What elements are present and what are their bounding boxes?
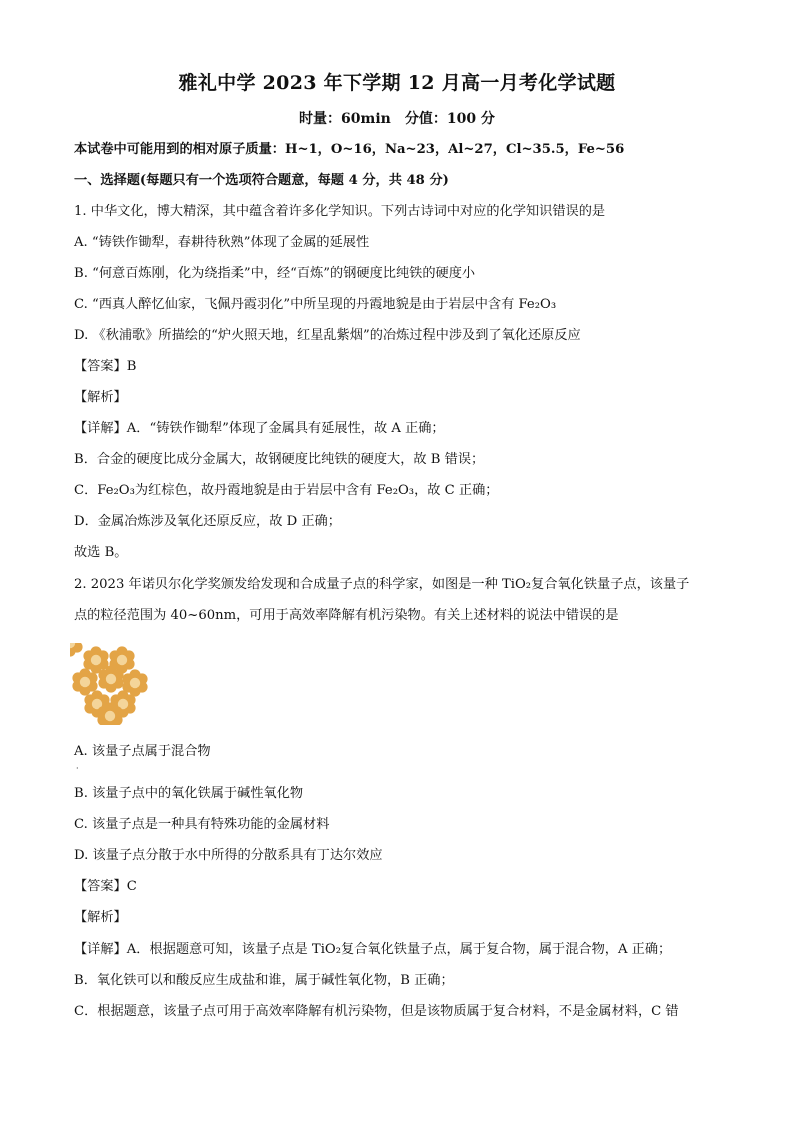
q1-answer: 【答案】B (74, 359, 137, 374)
q2-answer: 【答案】C (74, 879, 137, 894)
q1-option-a: A. “铸铁作锄犁，春耕待秋熟”体现了金属的延展性 (74, 235, 370, 250)
q2-detail-c: C．根据题意，该量子点可用于高效率降解有机污染物，但是该物质属于复合材料，不是金属材料，C 错 (74, 1004, 679, 1019)
q2-option-b: B. 该量子点中的氧化铁属于碱性氧化物 (74, 786, 304, 801)
q2-option-c: C. 该量子点是一种具有特殊功能的金属材料 (74, 817, 330, 832)
q2-detail-b: B．氧化铁可以和酸反应生成盐和谁，属于碱性氧化物，B 正确； (74, 973, 454, 988)
q1-option-c: C. “西真人醉忆仙家，飞佩丹霞羽化”中所呈现的丹霞地貌是由于岩层中含有 Fe₂O₃ (74, 297, 557, 312)
q1-option-b: B. “何意百炼刚，化为绕指柔”中，经“百炼”的钢硬度比纯铁的硬度小 (74, 266, 476, 281)
q1-detail-a: 【详解】A．“铸铁作锄犁”体现了金属具有延展性，故 A 正确； (74, 421, 445, 436)
q1-analysis-label: 【解析】 (74, 390, 127, 405)
exam-title: 雅礼中学 2023 年下学期 12 月高一月考化学试题 (178, 72, 616, 94)
q1-option-d: D. 《秋浦歌》所描绘的“炉火照天地，红星乱紫烟”的冶炼过程中涉及到了氧化还原反应 (74, 328, 581, 343)
stray-dot: · (76, 764, 79, 773)
section-heading: 一、选择题(每题只有一个选项符合题意，每题 4 分，共 48 分) (74, 173, 449, 188)
quantum-dot-image (70, 643, 152, 725)
q1-detail-c: C．Fe₂O₃为红棕色，故丹霞地貌是由于岩层中含有 Fe₂O₃，故 C 正确； (74, 483, 499, 498)
q2-stem-line1: 2. 2023 年诺贝尔化学奖颁发给发现和合成量子点的科学家，如图是一种 TiO₂复合氧化铁量子点，该量子 (74, 577, 690, 592)
q1-detail-b: B．合金的硬度比成分金属大，故钢硬度比纯铁的硬度大，故 B 错误； (74, 452, 485, 467)
atomic-mass-note: 本试卷中可能用到的相对原子质量：H~1，O~16，Na~23，Al~27，Cl~35.5，Fe~56 (74, 142, 625, 157)
q2-detail-a: 【详解】A．根据题意可知，该量子点是 TiO₂复合氧化铁量子点，属于复合物，属于混合物，A 正确； (74, 942, 672, 957)
q2-stem-line2: 点的粒径范围为 40~60nm，可用于高效率降解有机污染物。有关上述材料的说法中错误的是 (74, 608, 619, 623)
q2-analysis-label: 【解析】 (74, 910, 127, 925)
q1-conclusion: 故选 B。 (74, 545, 128, 560)
q1-detail-d: D．金属冶炼涉及氧化还原反应，故 D 正确； (74, 514, 341, 529)
exam-time-score: 时量：60min 分值：100 分 (299, 111, 495, 127)
q1-stem: 1. 中华文化，博大精深，其中蕴含着许多化学知识。下列古诗词中对应的化学知识错误的是 (74, 204, 606, 219)
q2-option-a: A. 该量子点属于混合物 (74, 744, 211, 759)
q2-option-d: D. 该量子点分散于水中所得的分散系具有丁达尔效应 (74, 848, 383, 863)
